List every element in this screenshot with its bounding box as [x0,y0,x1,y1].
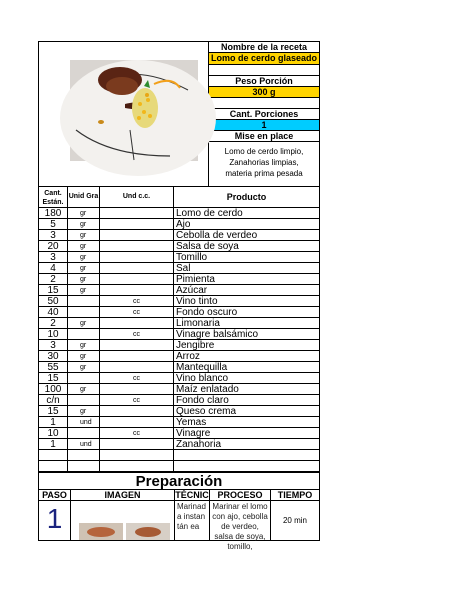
cell-product: Zanahoria [173,438,320,450]
cell-product: Mantequilla [173,361,320,373]
dish-photo [70,60,198,161]
col-product-header: Producto [173,186,320,208]
cell-gr: gr [67,350,100,362]
cell-product: Pimienta [173,273,320,285]
mise-text: Lomo de cerdo limpio, Zanahorias limpias, materia prima pesada [208,141,320,187]
cell-qty: 5 [38,218,68,230]
cell-gr: gr [67,383,100,395]
cell-cc: cc [99,295,174,307]
cell-product: Azúcar [173,284,320,296]
cell-product: Vino blanco [173,372,320,384]
col-technique-header: TÉCNIC [175,490,209,500]
portion-weight-label: Peso Porción [208,75,320,87]
col-unit-cc-header: Und c.c. [99,186,174,208]
dish-illustration [70,60,198,161]
cell-qty: 15 [38,405,68,417]
cell-product: Vinagre [173,427,320,439]
cell-product: Fondo claro [173,394,320,406]
step-image-cell [70,500,175,541]
cell-gr: und [67,438,100,450]
cell-gr: und [67,416,100,428]
cell-product: Arroz [173,350,320,362]
col-unit-gr-header: Unid Gra [67,186,100,208]
cell-product: Yemas [173,416,320,428]
cell-gr: gr [67,262,100,274]
col-image-header: IMAGEN [70,489,175,501]
cell-qty: 55 [38,361,68,373]
cell-cc: cc [99,372,174,384]
step-photo-1-meat [87,527,115,537]
cell-qty: 15 [38,372,68,384]
cell-qty: 180 [38,207,68,219]
recipe-name-label: Nombre de la receta [208,41,320,53]
cell-gr: gr [67,218,100,230]
cell-product [173,460,320,472]
cell-product: Ajo [173,218,320,230]
mise-label: Mise en place [208,130,320,142]
cell-qty: 50 [38,295,68,307]
step-time: 20 min [270,500,320,541]
cell-product: Vino tinto [173,295,320,307]
cell-gr: gr [67,361,100,373]
cell-qty: 100 [38,383,68,395]
portions-value: 1 [208,119,320,131]
cell-cc [99,460,174,472]
cell-product: Limonaria [173,317,320,329]
cell-gr: gr [67,317,100,329]
cell-product: Vinagre balsámico [173,328,320,340]
portions-label: Cant. Porciones [208,108,320,120]
cell-product: Salsa de soya [173,240,320,252]
cell-product: Cebolla de verdeo [173,229,320,241]
col-time-header: TIEMPO [270,489,320,501]
cell-gr: gr [67,284,100,296]
cell-qty: 3 [38,251,68,263]
cell-cc: cc [99,306,174,318]
cell-gr: gr [67,251,100,263]
cell-product: Fondo oscuro [173,306,320,318]
cell-qty: 2 [38,317,68,329]
cell-qty: 40 [38,306,68,318]
cell-product: Tomillo [173,251,320,263]
cell-gr: gr [67,240,100,252]
cell-qty [38,460,68,472]
cell-qty: 15 [38,284,68,296]
cell-cc: cc [99,328,174,340]
cell-qty: 4 [38,262,68,274]
cell-qty: 1 [38,438,68,450]
step-number: 1 [38,500,71,541]
cell-gr: gr [67,207,100,219]
cell-product: Lomo de cerdo [173,207,320,219]
cell-qty: 20 [38,240,68,252]
cell-qty: 1 [38,416,68,428]
cell-qty: 30 [38,350,68,362]
step-technique: Marinad a instantán ea [174,500,210,541]
step-photo-2-meat [135,527,161,537]
cell-gr [67,460,100,472]
portion-weight-value: 300 g [208,86,320,98]
cell-gr: gr [67,229,100,241]
cell-qty: 2 [38,273,68,285]
cell-product: Maíz enlatado [173,383,320,395]
cell-cc: cc [99,394,174,406]
cell-product: Jengibre [173,339,320,351]
col-process-header: PROCESO [209,489,271,501]
preparation-title: Preparación [38,472,320,490]
col-step-header: PASO [38,489,71,501]
cell-qty: 3 [38,339,68,351]
cell-qty: 10 [38,328,68,340]
cell-qty: 3 [38,229,68,241]
cell-gr: gr [67,339,100,351]
recipe-name-value: Lomo de cerdo glaseado [208,52,320,65]
cell-product: Sal [173,262,320,274]
cell-gr: gr [67,405,100,417]
cell-product: Queso crema [173,405,320,417]
cell-qty: 10 [38,427,68,439]
cell-cc: cc [99,427,174,439]
step-photos [71,501,176,542]
cell-qty: c/n [38,394,68,406]
step-process: Marinar el lomo con ajo, cebolla de verdeo, salsa de soya, tomillo, [209,500,271,541]
cell-gr: gr [67,273,100,285]
col-qty-header: Cant. Están. [38,186,68,208]
